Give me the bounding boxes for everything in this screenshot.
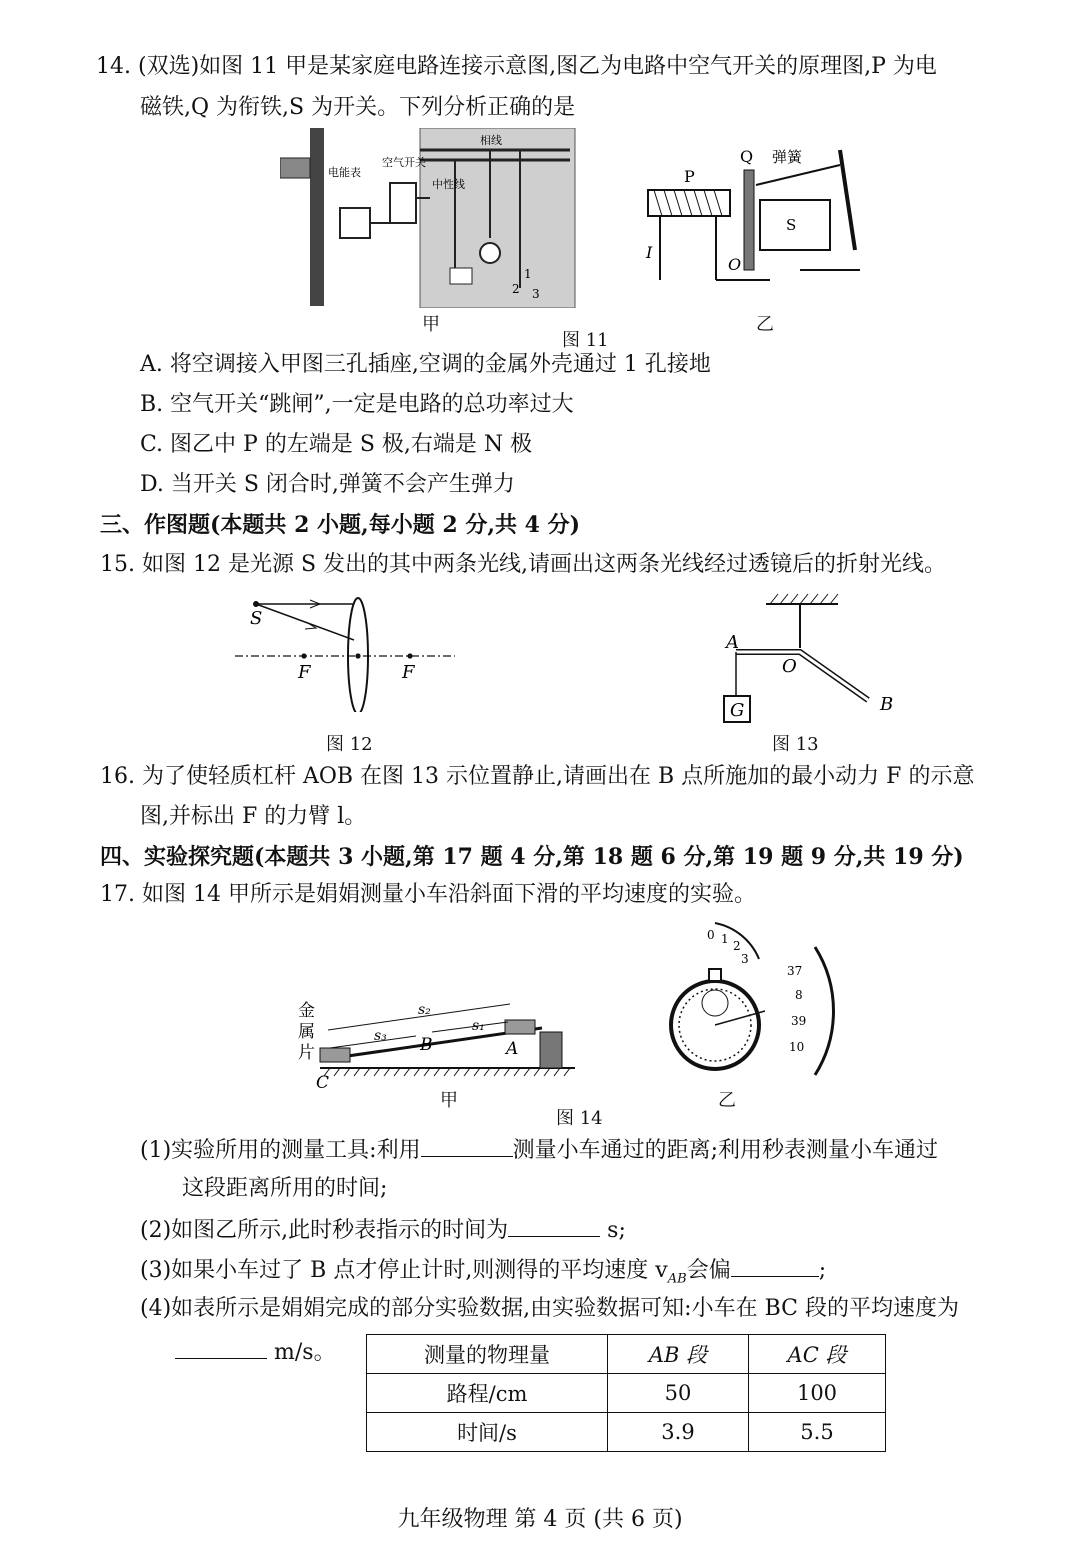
fig12-label-S: S [250, 608, 263, 629]
table-header-cell: AC 段 [749, 1335, 886, 1374]
q17-part1-blank[interactable] [421, 1134, 513, 1157]
fig13-label-A: A [726, 632, 739, 653]
fig11-cap-right: 乙 [756, 314, 774, 335]
figure-13-lever [718, 592, 908, 732]
fig13-label-B: B [880, 694, 894, 715]
fig11-caption: 图 11 [562, 330, 609, 351]
fig11-label-O: O [728, 255, 742, 274]
fig11-hole-1: 1 [524, 267, 532, 281]
q16-line2: 图,并标出 F 的力臂 l。 [140, 804, 367, 829]
fig11-live-label: 相线 [480, 135, 502, 147]
q17-part2: (2)如图乙所示,此时秒表指示的时间为 s; [140, 1214, 626, 1246]
fig14-small-dial-2: 2 [733, 939, 741, 953]
q17-part2-blank[interactable] [508, 1214, 600, 1237]
fig11-neutral-label: 中性线 [432, 179, 465, 191]
fig14-caption: 图 14 [556, 1108, 603, 1129]
fig14-small-dial-3: 3 [741, 952, 749, 966]
table-cell: 时间/s [367, 1413, 608, 1452]
fig12-caption: 图 12 [326, 734, 373, 755]
figure-11-left [280, 128, 580, 308]
figure-14-stopwatch [655, 915, 845, 1090]
fig14-label-C: C [316, 1073, 330, 1090]
q17-part3: (3)如果小车过了 B 点才停止计时,则测得的平均速度 $v_{AB}$会偏 ; [140, 1254, 826, 1294]
q14-option-c: C. 图乙中 P 的左端是 S 极,右端是 N 极 [140, 432, 533, 457]
fig14-cap-left: 甲 [440, 1090, 458, 1111]
fig14-big-dial-37: 37 [787, 964, 803, 978]
q17-part4: (4)如表所示是娟娟完成的部分实验数据,由实验数据可知:小车在 BC 段的平均速度为 [140, 1296, 959, 1321]
q17-data-table [366, 1334, 886, 1452]
fig14-label-s3: s₃ [374, 1028, 387, 1044]
q14-line2: 磁铁,Q 为衔铁,S 为开关。下列分析正确的是 [140, 95, 576, 120]
table-row [367, 1335, 886, 1374]
figure-14-incline [290, 990, 580, 1090]
q14-option-b: B. 空气开关“跳闸”,一定是电路的总功率过大 [140, 392, 574, 417]
fig14-metal-label-3: 片 [298, 1043, 315, 1063]
page-footer: 九年级物理 第 4 页 (共 6 页) [397, 1507, 683, 1532]
fig14-small-dial-0: 0 [707, 928, 715, 942]
q17-part1-line1: (1)实验所用的测量工具:利用 测量小车通过的距离;利用秒表测量小车通过 [140, 1134, 938, 1166]
q14-line1: 14. (双选)如图 11 甲是某家庭电路连接示意图,图乙为电路中空气开关的原理图,P 为电 [96, 54, 937, 79]
fig14-big-dial-39: 39 [791, 1014, 807, 1028]
q14-option-d: D. 当开关 S 闭合时,弹簧不会产生弹力 [140, 472, 515, 497]
fig11-meter-label: 电能表 [328, 167, 361, 179]
q17-part4-answer: m/s。 [175, 1336, 336, 1368]
fig11-label-P: P [684, 167, 695, 186]
table-cell: 3.9 [608, 1413, 749, 1452]
table-row [367, 1413, 886, 1452]
table-cell: 50 [608, 1374, 749, 1413]
fig14-metal-label-1: 金 [298, 1001, 315, 1021]
fig13-label-G: G [730, 700, 745, 721]
fig14-small-dial-1: 1 [721, 932, 729, 946]
fig11-label-S: S [786, 216, 797, 234]
fig13-label-O: O [782, 656, 797, 677]
q15-text: 15. 如图 12 是光源 S 发出的其中两条光线,请画出这两条光线经过透镜后的折射光线。 [100, 552, 947, 577]
figure-12-lens [230, 592, 460, 712]
table-header-cell: 测量的物理量 [367, 1335, 608, 1374]
q17-part1-line2: 这段距离所用的时间; [182, 1176, 388, 1201]
q17-part4-blank[interactable] [175, 1336, 267, 1359]
fig14-big-dial-10: 10 [789, 1040, 805, 1054]
fig14-metal-label-2: 属 [298, 1022, 315, 1042]
table-cell: 5.5 [749, 1413, 886, 1452]
fig13-caption: 图 13 [772, 734, 819, 755]
fig11-label-spring: 弹簧 [772, 148, 803, 166]
section-3-heading: 三、作图题(本题共 2 小题,每小题 2 分,共 4 分) [100, 512, 581, 538]
table-cell: 100 [749, 1374, 886, 1413]
fig14-label-B: B [420, 1035, 433, 1055]
table-cell: 路程/cm [367, 1374, 608, 1413]
q17-text: 17. 如图 14 甲所示是娟娟测量小车沿斜面下滑的平均速度的实验。 [100, 882, 756, 907]
fig12-label-F-right: F [402, 662, 415, 683]
fig14-label-s1: s₁ [472, 1018, 485, 1034]
fig14-cap-right: 乙 [718, 1090, 736, 1111]
q14-option-a: A. 将空调接入甲图三孔插座,空调的金属外壳通过 1 孔接地 [140, 352, 711, 377]
fig14-label-s2: s₂ [418, 1002, 431, 1018]
section-4-heading: 四、实验探究题(本题共 3 小题,第 17 题 4 分,第 18 题 6 分,第 19 题 9 分,共 19 分) [100, 844, 964, 870]
fig11-label-Q: Q [740, 147, 754, 166]
fig11-hole-3: 3 [532, 287, 540, 301]
fig11-label-I: I [646, 243, 653, 262]
figure-11-right [640, 140, 870, 290]
fig11-cap-left: 甲 [422, 314, 440, 335]
q16-line1: 16. 为了使轻质杠杆 AOB 在图 13 示位置静止,请画出在 B 点所施加的最小动力 F 的示意 [100, 764, 975, 789]
fig12-label-F-left: F [298, 662, 311, 683]
table-header-cell: AB 段 [608, 1335, 749, 1374]
q17-part3-blank[interactable] [731, 1254, 819, 1277]
fig14-big-dial-8: 8 [795, 988, 803, 1002]
fig11-breaker-label: 空气开关 [382, 157, 426, 169]
table-row [367, 1374, 886, 1413]
fig11-hole-2: 2 [512, 282, 520, 296]
fig14-label-A: A [506, 1039, 519, 1059]
